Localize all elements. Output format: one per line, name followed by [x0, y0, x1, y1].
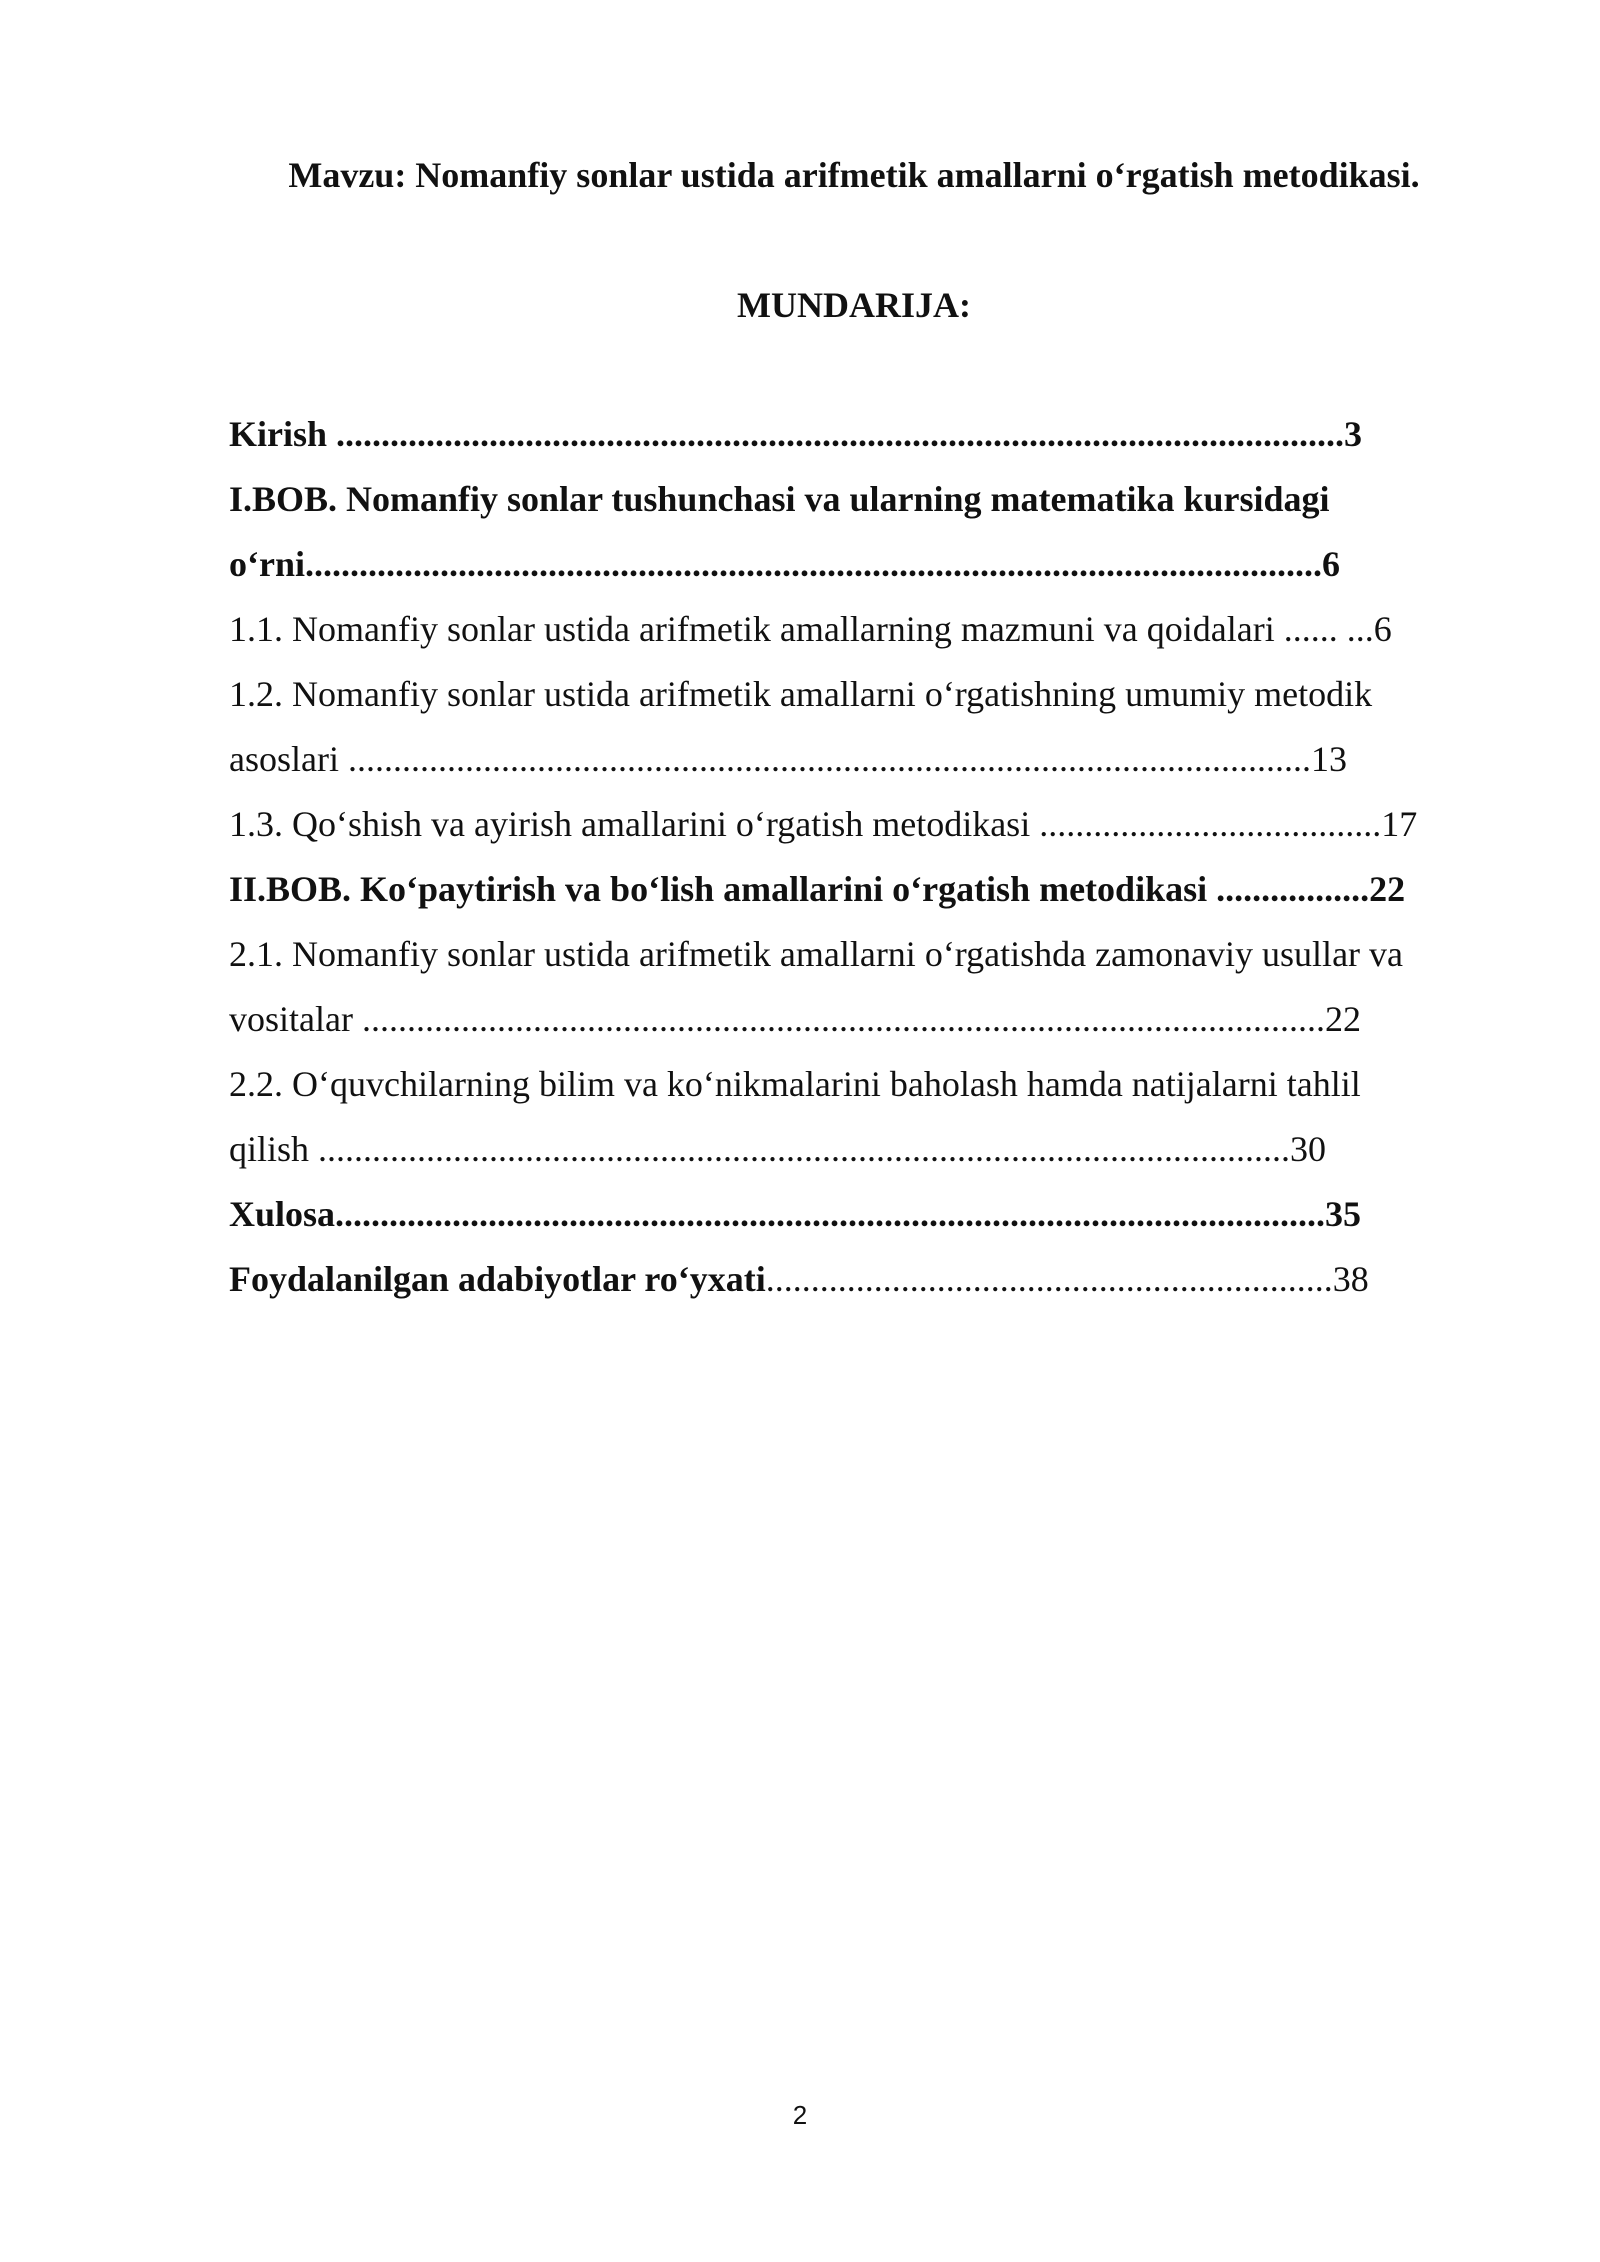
toc-entry-adabiyotlar[interactable]: [229, 1247, 1479, 1312]
toc-entry-2-1[interactable]: [229, 987, 1479, 1052]
toc-entry-title: vositalar: [229, 999, 362, 1039]
table-of-contents: [229, 402, 1479, 1312]
toc-entry-bob1[interactable]: [229, 532, 1479, 597]
toc-page-number: 35: [1325, 1194, 1362, 1234]
toc-entry-2-2-title[interactable]: 2.2. O‘quvchilarning bilim va ko‘nikmalarini baholash hamda natijalarni tahlil: [229, 1064, 1361, 1104]
toc-page-number: 22: [1369, 869, 1406, 909]
toc-heading: MUNDARIJA:: [737, 285, 971, 325]
toc-page-number: 38: [1332, 1259, 1369, 1299]
toc-leader-dots: ............................................................................................................: [318, 1129, 1291, 1169]
toc-entry-1-3[interactable]: [229, 792, 1479, 857]
toc-entry-2-1-title[interactable]: 2.1. Nomanfiy sonlar ustida arifmetik amallarni o‘rgatishda zamonaviy usullar va: [229, 934, 1404, 974]
toc-entry-bob2[interactable]: [229, 857, 1479, 922]
toc-page-number: 3: [1344, 414, 1363, 454]
toc-entry-title: asoslari: [229, 739, 348, 779]
page-number: 2: [792, 2100, 808, 2130]
toc-entry-title: Foydalanilgan adabiyotlar ro‘yxati: [229, 1259, 766, 1299]
toc-entry-title: II.BOB. Ko‘paytirish va bo‘lish amallarini o‘rgatish metodikasi: [229, 869, 1217, 909]
toc-entry-title: Kirish: [229, 414, 337, 454]
toc-page-number: 6: [1322, 544, 1340, 584]
toc-leader-dots: .................: [1216, 869, 1370, 909]
toc-page-number: 6: [1373, 609, 1392, 649]
toc-leader-dots: ...........................................................................................................: [347, 739, 1311, 779]
document-topic: Mavzu: Nomanfiy sonlar ustida arifmetik amallarni o‘rgatish metodikasi.: [288, 155, 1420, 195]
toc-entry-title: qilish: [229, 1129, 319, 1169]
toc-leader-dots: ...............................................................: [765, 1259, 1333, 1299]
toc-page-number: 17: [1381, 804, 1418, 844]
toc-leader-dots: ................................................................................................................: [336, 414, 1345, 454]
toc-entry-xulosa[interactable]: [229, 1182, 1479, 1247]
toc-entry-2-2[interactable]: [229, 1117, 1479, 1182]
toc-page-number: 22: [1324, 999, 1361, 1039]
page-content: [229, 145, 1479, 1312]
toc-entry-title: o‘rni: [229, 544, 305, 584]
toc-entry-1-1[interactable]: [229, 597, 1479, 662]
toc-entry-1-2-title[interactable]: 1.2. Nomanfiy sonlar ustida arifmetik amallarni o‘rgatishning umumiy metodik: [229, 674, 1373, 714]
toc-leader-dots: ...........................................................................................................: [361, 999, 1325, 1039]
toc-entry-title: 1.3. Qo‘shish va ayirish amallarini o‘rgatish metodikasi: [229, 804, 1040, 844]
toc-leader-dots: ...... ...: [1283, 609, 1374, 649]
toc-page-number: 13: [1310, 739, 1347, 779]
toc-leader-dots: ......................................: [1039, 804, 1382, 844]
toc-leader-dots: .................................................................................................................: [305, 544, 1322, 584]
toc-entry-kirish[interactable]: [229, 402, 1479, 467]
toc-entry-title: 1.1. Nomanfiy sonlar ustida arifmetik amallarning mazmuni va qoidalari: [229, 609, 1284, 649]
toc-leader-dots: ..............................................................................................................: [335, 1194, 1326, 1234]
toc-entry-1-2[interactable]: [229, 727, 1479, 792]
toc-page-number: 30: [1290, 1129, 1327, 1169]
toc-entry-title: Xulosa: [229, 1194, 336, 1234]
toc-entry-bob1-title[interactable]: I.BOB. Nomanfiy sonlar tushunchasi va ularning matematika kursidagi: [229, 479, 1330, 519]
